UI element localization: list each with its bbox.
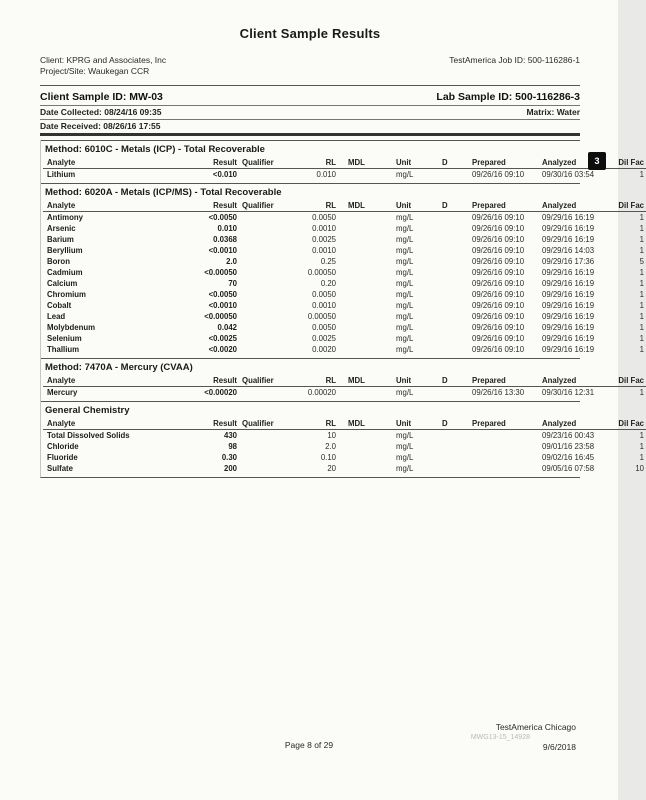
column-header: Qualifier	[237, 157, 280, 169]
column-header: Result	[185, 418, 237, 430]
result-cell: Chromium	[47, 290, 86, 299]
result-cell	[336, 452, 382, 463]
footer-date: 9/6/2018	[542, 742, 576, 752]
result-row	[43, 452, 646, 463]
results-sections	[40, 140, 644, 478]
result-cell: Fluoride	[47, 453, 78, 462]
result-row	[43, 212, 646, 224]
result-row	[43, 289, 646, 300]
column-header: Qualifier	[237, 375, 280, 387]
job-id-line: TestAmerica Job ID: 500-116286-1	[449, 55, 580, 65]
result-cell: mg/L	[396, 290, 414, 299]
result-cell: mg/L	[396, 345, 414, 354]
result-cell: 5	[639, 257, 644, 266]
result-cell: mg/L	[396, 334, 414, 343]
result-cell: 09/30/16 12:31	[542, 388, 595, 397]
page-number: Page 8 of 29	[284, 740, 334, 750]
result-cell: <0.0050	[208, 213, 237, 222]
result-cell	[237, 234, 280, 245]
result-row	[43, 322, 646, 333]
column-header: RL	[280, 375, 336, 387]
result-cell: mg/L	[396, 312, 414, 321]
result-cell	[237, 311, 280, 322]
result-cell: <0.010	[212, 170, 237, 179]
result-cell: 0.0020	[312, 345, 336, 354]
result-cell: Chloride	[47, 442, 79, 451]
result-cell: Cadmium	[47, 268, 83, 277]
column-header: Qualifier	[237, 418, 280, 430]
result-cell	[436, 333, 462, 344]
result-cell: 0.042	[217, 323, 237, 332]
client-sample-id: Client Sample ID: MW-03	[40, 91, 163, 103]
result-cell: 09/29/16 16:19	[542, 268, 595, 277]
result-cell: 1	[639, 301, 644, 310]
result-cell: 09/29/16 16:19	[542, 312, 595, 321]
result-row	[43, 278, 646, 289]
result-cell: 09/26/16 09:10	[472, 334, 525, 343]
result-cell: 09/26/16 09:10	[472, 301, 525, 310]
result-cell	[237, 322, 280, 333]
header-divider	[40, 85, 580, 86]
column-header: RL	[280, 157, 336, 169]
result-cell: 09/30/16 03:54	[542, 170, 595, 179]
result-cell: Beryllium	[47, 246, 83, 255]
result-cell: Barium	[47, 235, 74, 244]
result-cell: Lead	[47, 312, 66, 321]
result-cell: mg/L	[396, 388, 414, 397]
result-cell: <0.0010	[208, 301, 237, 310]
matrix: Matrix: Water	[526, 107, 580, 117]
column-header: Prepared	[462, 200, 538, 212]
result-cell: 0.10	[320, 453, 336, 462]
result-cell: 09/29/16 16:19	[542, 323, 595, 332]
column-header: MDL	[336, 200, 382, 212]
column-header: Unit	[382, 157, 436, 169]
result-row	[43, 267, 646, 278]
column-header: Analyte	[43, 200, 185, 212]
column-header: Analyte	[43, 418, 185, 430]
result-cell	[436, 452, 462, 463]
date-collected: Date Collected: 08/24/16 09:35	[40, 107, 162, 117]
result-cell	[237, 463, 280, 474]
result-cell	[436, 430, 462, 442]
result-cell	[336, 245, 382, 256]
result-cell: 1	[639, 453, 644, 462]
result-cell: mg/L	[396, 453, 414, 462]
result-cell: 0.00050	[307, 268, 336, 277]
result-row	[43, 245, 646, 256]
result-cell	[436, 463, 462, 474]
result-cell: 09/29/16 16:19	[542, 345, 595, 354]
result-cell	[237, 256, 280, 267]
column-header: MDL	[336, 418, 382, 430]
result-cell	[462, 452, 538, 463]
result-cell: 2.0	[226, 257, 237, 266]
result-cell	[436, 344, 462, 355]
result-cell: 1	[639, 312, 644, 321]
column-header: Unit	[382, 200, 436, 212]
result-cell	[336, 212, 382, 224]
result-cell	[336, 300, 382, 311]
method-title: Method: 7470A - Mercury (CVAA)	[45, 362, 193, 373]
result-cell	[436, 223, 462, 234]
result-cell: 09/29/16 16:19	[542, 279, 595, 288]
result-cell: 09/29/16 16:19	[542, 301, 595, 310]
result-cell: 70	[228, 279, 237, 288]
result-cell: 0.0010	[312, 301, 336, 310]
result-cell: 09/29/16 14:03	[542, 246, 595, 255]
result-cell: 20	[327, 464, 336, 473]
result-cell	[336, 289, 382, 300]
footer-reference: MWG13-15_14928	[470, 734, 530, 741]
result-cell: mg/L	[396, 268, 414, 277]
result-cell: 09/23/16 00:43	[542, 431, 595, 440]
result-cell	[237, 344, 280, 355]
result-cell: 0.00020	[307, 388, 336, 397]
result-cell	[336, 463, 382, 474]
result-cell	[336, 169, 382, 181]
column-header: Unit	[382, 375, 436, 387]
column-header: D	[436, 157, 462, 169]
result-cell: 1	[639, 279, 644, 288]
result-cell: 0.0025	[312, 334, 336, 343]
result-cell: 10	[635, 464, 644, 473]
result-cell: Antimony	[47, 213, 83, 222]
lab-name: TestAmerica Chicago	[495, 722, 576, 732]
results-table	[43, 200, 646, 355]
result-cell: 09/26/16 09:10	[472, 279, 525, 288]
result-cell	[436, 322, 462, 333]
result-cell	[436, 311, 462, 322]
results-header-row	[43, 157, 646, 169]
result-cell: 10	[327, 431, 336, 440]
client-line: Client: KPRG and Associates, Inc	[40, 55, 167, 65]
column-header: RL	[280, 200, 336, 212]
result-cell: <0.0010	[208, 246, 237, 255]
result-cell	[237, 278, 280, 289]
column-header: Dil Fac	[606, 375, 646, 387]
result-cell: 09/29/16 16:19	[542, 224, 595, 233]
result-cell: mg/L	[396, 279, 414, 288]
result-cell: 1	[639, 268, 644, 277]
result-cell	[237, 223, 280, 234]
result-cell: 1	[639, 246, 644, 255]
result-cell: 1	[639, 334, 644, 343]
result-cell: mg/L	[396, 246, 414, 255]
result-cell: 1	[639, 235, 644, 244]
result-cell: <0.00050	[204, 268, 237, 277]
result-cell: 1	[639, 431, 644, 440]
result-row	[43, 463, 646, 474]
result-cell	[436, 441, 462, 452]
result-cell: Calcium	[47, 279, 78, 288]
result-cell	[436, 278, 462, 289]
result-cell: 98	[228, 442, 237, 451]
lab-sample-id: Lab Sample ID: 500-116286-3	[436, 91, 580, 103]
date-received: Date Received: 08/26/16 17:55	[40, 121, 161, 131]
result-cell: 09/29/16 16:19	[542, 334, 595, 343]
result-cell: mg/L	[396, 323, 414, 332]
result-cell: mg/L	[396, 257, 414, 266]
result-cell: 0.0368	[213, 235, 237, 244]
report-title: Client Sample Results	[239, 26, 381, 41]
column-header: Analyzed	[538, 157, 606, 169]
result-cell: 09/26/16 09:10	[472, 213, 525, 222]
result-cell	[436, 234, 462, 245]
result-cell	[237, 289, 280, 300]
result-cell: 09/26/16 13:30	[472, 388, 525, 397]
result-cell: <0.0025	[208, 334, 237, 343]
result-cell	[237, 387, 280, 399]
column-header: Analyte	[43, 375, 185, 387]
result-cell: 09/26/16 09:10	[472, 312, 525, 321]
column-header: D	[436, 418, 462, 430]
column-header: Analyte	[43, 157, 185, 169]
section-tab[interactable]: 3	[588, 152, 606, 170]
result-cell: 09/26/16 09:10	[472, 323, 525, 332]
result-cell: 1	[639, 224, 644, 233]
column-header: Result	[185, 200, 237, 212]
method-title: General Chemistry	[45, 405, 130, 416]
result-cell	[336, 278, 382, 289]
result-cell: <0.0020	[208, 345, 237, 354]
result-cell	[237, 169, 280, 181]
result-cell	[237, 245, 280, 256]
result-cell: mg/L	[396, 235, 414, 244]
result-cell: mg/L	[396, 170, 414, 179]
result-cell	[336, 430, 382, 442]
result-row	[43, 344, 646, 355]
result-row	[43, 234, 646, 245]
result-row	[43, 256, 646, 267]
result-cell: 09/05/16 07:58	[542, 464, 595, 473]
result-cell	[462, 463, 538, 474]
result-cell: Molybdenum	[47, 323, 96, 332]
result-cell	[237, 212, 280, 224]
result-cell: 09/29/16 16:19	[542, 235, 595, 244]
result-cell: 0.0050	[312, 213, 336, 222]
result-cell	[462, 430, 538, 442]
result-cell: 09/26/16 09:10	[472, 268, 525, 277]
method-section	[41, 401, 644, 477]
column-header: Analyzed	[538, 200, 606, 212]
result-cell: Thallium	[47, 345, 80, 354]
result-cell	[336, 311, 382, 322]
column-header: Dil Fac	[606, 157, 646, 169]
result-cell: Lithium	[47, 170, 76, 179]
result-cell: 1	[639, 442, 644, 451]
results-table	[43, 157, 646, 180]
result-cell	[336, 256, 382, 267]
result-cell: mg/L	[396, 464, 414, 473]
result-cell	[462, 441, 538, 452]
column-header: Analyzed	[538, 375, 606, 387]
result-cell: 09/26/16 09:10	[472, 224, 525, 233]
result-cell	[436, 289, 462, 300]
result-cell: 1	[639, 345, 644, 354]
column-header: Dil Fac	[606, 200, 646, 212]
column-header: Prepared	[462, 157, 538, 169]
column-header: Prepared	[462, 375, 538, 387]
result-cell: <0.00020	[204, 388, 237, 397]
result-cell: mg/L	[396, 213, 414, 222]
result-cell	[237, 452, 280, 463]
column-header: D	[436, 200, 462, 212]
result-cell	[336, 267, 382, 278]
result-cell: 1	[639, 213, 644, 222]
result-cell: 0.20	[320, 279, 336, 288]
result-cell: <0.0050	[208, 290, 237, 299]
report-header	[40, 55, 580, 77]
result-row	[43, 333, 646, 344]
result-cell	[436, 169, 462, 181]
result-cell	[436, 300, 462, 311]
column-header: Result	[185, 157, 237, 169]
result-cell: 1	[639, 388, 644, 397]
result-cell	[436, 212, 462, 224]
result-cell: mg/L	[396, 442, 414, 451]
result-cell	[336, 344, 382, 355]
result-cell	[237, 430, 280, 442]
method-title: Method: 6010C - Metals (ICP) - Total Recoverable	[45, 144, 265, 155]
result-cell: 09/01/16 23:58	[542, 442, 595, 451]
results-header-row	[43, 200, 646, 212]
column-header: Result	[185, 375, 237, 387]
column-header: Analyzed	[538, 418, 606, 430]
result-cell: 0.0010	[312, 224, 336, 233]
result-cell: Arsenic	[47, 224, 76, 233]
method-section	[41, 140, 644, 183]
result-cell: 09/26/16 09:10	[472, 246, 525, 255]
result-row	[43, 169, 646, 181]
result-row	[43, 311, 646, 322]
column-header: MDL	[336, 157, 382, 169]
column-header: Prepared	[462, 418, 538, 430]
result-cell: 09/29/16 16:19	[542, 290, 595, 299]
result-cell	[436, 256, 462, 267]
column-header: Dil Fac	[606, 418, 646, 430]
result-cell: 0.00050	[307, 312, 336, 321]
result-row	[43, 430, 646, 442]
result-cell	[436, 267, 462, 278]
method-section	[41, 358, 644, 401]
result-cell	[336, 234, 382, 245]
results-header-row	[43, 418, 646, 430]
result-cell: 2.0	[325, 442, 336, 451]
result-cell: Sulfate	[47, 464, 73, 473]
result-row	[43, 387, 646, 399]
result-cell	[436, 387, 462, 399]
result-cell: 09/26/16 09:10	[472, 235, 525, 244]
result-cell: Mercury	[47, 388, 78, 397]
result-cell: Selenium	[47, 334, 82, 343]
result-cell: <0.00050	[204, 312, 237, 321]
column-header: RL	[280, 418, 336, 430]
result-cell: 1	[639, 170, 644, 179]
result-row	[43, 300, 646, 311]
result-cell: mg/L	[396, 301, 414, 310]
result-cell: Total Dissolved Solids	[47, 431, 130, 440]
result-cell	[336, 441, 382, 452]
result-cell	[237, 267, 280, 278]
result-cell: 09/26/16 09:10	[472, 170, 525, 179]
result-cell: 09/29/16 16:19	[542, 213, 595, 222]
result-cell: 0.0050	[312, 323, 336, 332]
result-cell	[237, 441, 280, 452]
column-header: Unit	[382, 418, 436, 430]
result-cell: 09/26/16 09:10	[472, 257, 525, 266]
result-row	[43, 441, 646, 452]
sample-info-block	[40, 90, 580, 136]
result-cell: 0.25	[320, 257, 336, 266]
result-cell: 0.0010	[312, 246, 336, 255]
result-cell: 0.0050	[312, 290, 336, 299]
result-cell: 09/26/16 09:10	[472, 290, 525, 299]
column-header: MDL	[336, 375, 382, 387]
result-cell	[237, 300, 280, 311]
result-row	[43, 223, 646, 234]
method-section	[41, 183, 644, 358]
result-cell	[436, 245, 462, 256]
result-cell: 0.0025	[312, 235, 336, 244]
result-cell: 09/29/16 17:36	[542, 257, 595, 266]
result-cell: 09/02/16 16:45	[542, 453, 595, 462]
result-cell	[336, 333, 382, 344]
results-header-row	[43, 375, 646, 387]
result-cell: 0.010	[316, 170, 336, 179]
result-cell	[336, 223, 382, 234]
result-cell: 1	[639, 290, 644, 299]
result-cell: 0.010	[217, 224, 237, 233]
result-cell: 09/26/16 09:10	[472, 345, 525, 354]
result-cell: mg/L	[396, 224, 414, 233]
results-table	[43, 418, 646, 474]
result-cell: 200	[223, 464, 237, 473]
method-title: Method: 6020A - Metals (ICP/MS) - Total Recoverable	[45, 187, 282, 198]
result-cell	[336, 322, 382, 333]
result-cell	[237, 333, 280, 344]
column-header: D	[436, 375, 462, 387]
project-line: Project/Site: Waukegan CCR	[40, 66, 150, 76]
column-header: Qualifier	[237, 200, 280, 212]
result-cell: 430	[223, 431, 237, 440]
result-cell: 0.30	[221, 453, 237, 462]
result-cell: Boron	[47, 257, 70, 266]
result-cell: mg/L	[396, 431, 414, 440]
result-cell	[336, 387, 382, 399]
results-table	[43, 375, 646, 398]
result-cell: Cobalt	[47, 301, 72, 310]
result-cell: 1	[639, 323, 644, 332]
